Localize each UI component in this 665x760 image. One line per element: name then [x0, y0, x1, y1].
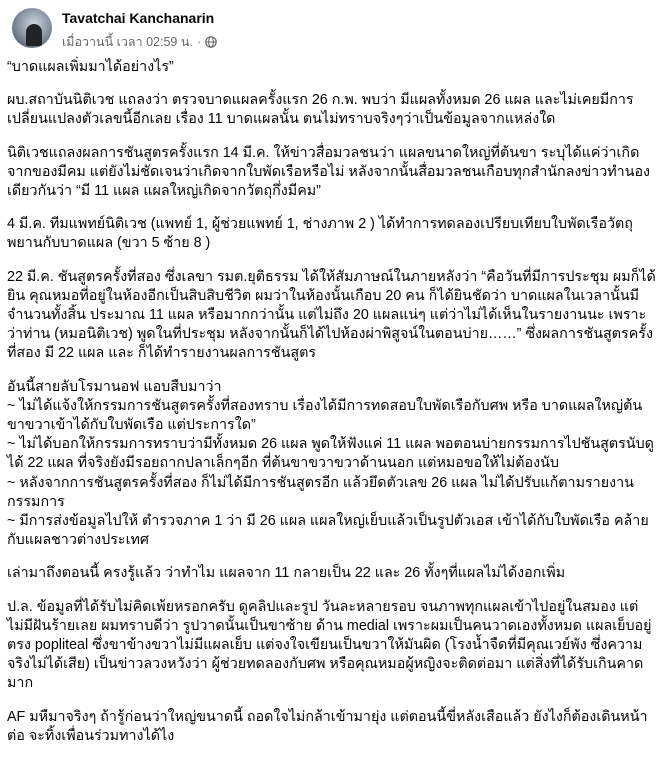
post-paragraph: 22 มี.ค. ชันสูตรครั้งที่สอง ซึ่งเลขา รมต.ยุติธรรม ได้ให้สัมภาษณ์ในภายหลังว่า “คือวันที่มีการประชุม ผมก็ได้ยิน คุณหมอที่อยู่ในห้องอีกเป็นสิบสิบชีวิต ผมว่าในห้องนั้นเกือบ 20 คน ก็ได้ยินชัดว่า บาดแผลในเวลานั้นมีจำนวนทั้งสิ้น ประมาณ 11 แผล หรือมากกว่านั้น แต่ไม่ถึง 20 แผลแน่ๆ แต่ว่าไม่ได้เห็นในรายงานนะ เพราะว่าท่าน (หมอนิติเวช) พูดในที่ประชุม หลังจากนั้นก็ได้ไปห้องผ่าพิสูจน์ในตอนบ่าย……” ซึ่งผลการชันสูตรครั้งที่สอง มี 22 แผล และ ก็ได้ทำรายงานผลการชันสูตร	[7, 268, 656, 362]
globe-icon[interactable]	[205, 36, 217, 48]
quote-item: ~ มีการส่งข้อมูลไปให้ ตำรวจภาค 1 ว่า มี 26 แผล แผลใหญ่เย็บแล้วเป็นรูปตัวเอส เข้าได้กับใบพัดเรือ คล้ายกับแผลชาวต่างประเทศ	[7, 513, 649, 549]
avatar[interactable]	[12, 8, 52, 48]
meta-separator: ·	[196, 35, 202, 49]
post-header	[12, 8, 652, 56]
author-name[interactable]: Tavatchai Kanchanarin	[62, 10, 215, 26]
quote-intro: อันนี้สายลับโรมานอฟ แอบสืบมาว่า	[7, 378, 222, 395]
quote-item: ~ ไม่ได้บอกให้กรรมการทราบว่ามีทั้งหมด 26 แผล พูดให้ฟังแค่ 11 แผล พอตอนบ่ายกรรมการไปชันสูตรนับดูได้ 22 แผล ที่จริงยังมีรอยถากปลาเล็กๆอีก ที่ต้นขาขวาขวาด้านนอก แต่หมอขอให้ไม่ต้องนับ	[7, 436, 654, 472]
post-body	[7, 58, 657, 760]
post-paragraph: AF มหืมาจริงๆ ถ้ารู้ก่อนว่าใหญ่ขนาดนี้ ถอดใจไม่กล้าเข้ามายุ่ง แต่ตอนนี้ขี่หลังเสือแล้ว ยังไงก็ต้องเดินหน้าต่อ จะทิ้งเพื่อนร่วมทางได้ไง	[7, 708, 648, 744]
quote-item: ~ ไม่ได้แจ้งให้กรรมการชันสูตรครั้งที่สองทราบ เรื่องได้มีการทดสอบใบพัดเรือกับศพ หรือ บาดแผลใหญ่ต้นขาขวาเข้าได้กับใบพัดเรือ แต่ประการใด”	[7, 397, 643, 434]
quote-block	[7, 378, 657, 551]
quote-item: ~ หลังจากการชันสูตรครั้งที่สอง ก็ไม่ได้มีการชันสูตรอีก แล้วยึดตัวเลข 26 แผล ไม่ได้ปรับแก้ตามรายงานกรรมการ	[7, 474, 634, 510]
post-paragraph: ผบ.สถาบันนิติเวช แถลงว่า ตรวจบาดแผลครั้งแรก 26 ก.พ. พบว่า มีแผลทั้งหมด 26 แผล และไม่เคยมีการเปลี่ยนแปลงตัวเลขนี้อีกเลย เรื่อง 11 บาดแผลนั้น ตนไม่ทราบจริงๆว่าเป็นข้อมูลจากแหล่งใด	[7, 92, 634, 128]
post-paragraph-title: “บาดแผลเพิ่มมาได้อย่างไร”	[7, 59, 174, 75]
post-timestamp[interactable]: เมื่อวานนี้ เวลา 02:59 น.	[62, 35, 193, 49]
post-paragraph: นิติเวชแถลงผลการชันสูตรครั้งแรก 14 มี.ค. ให้ข่าวสื่อมวลชนว่า แผลขนาดใหญ่ที่ต้นขา ระบุได้แค่ว่าเกิดจากของมีคม แต่ยังไม่ชัดเจนว่าเกิดจากใบพัดเรือหรือไม่ หลังจากนั้นสื่อมวลชนเกือบทุกสำนักลงข่าวทำนองเดียวกันว่า “มี 11 แผล แผลใหญ่เกิดจากวัตถุกึ่งมีคม”	[7, 144, 651, 200]
post-paragraph: เล่ามาถึงตอนนี้ ครงรู้แล้ว ว่าทำไม แผลจาก 11 กลายเป็น 22 และ 26 ทั้งๆที่แผลไม่ได้งอกเพิ่ม	[7, 565, 566, 582]
post-paragraph: 4 มี.ค. ทีมแพทย์นิติเวช (แพทย์ 1, ผู้ช่วยแพทย์ 1, ช่างภาพ 2 ) ได้ทำการทดลองเปรียบเทียบใบพัดเรือวัตถุพยานกับบาดแผล (ขวา 5 ซ้าย 8 )	[7, 216, 633, 252]
post-paragraph: ป.ล. ข้อมูลที่ได้รับไม่คิดเพ้ยหรอกครับ ดูคลิปและรูป วันละหลายรอบ จนภาพทุกแผลเข้าไปอยู่ในสมอง แต่ไม่มีฝันร้ายเลย ผมทราบดีว่า รูปวาดนั้นเป็นขาซ้าย ด้าน medial เพราะผมเป็นคนวาดเองทั้งหมด แผลเย็บอยู่ตรง popliteal ซึ่งขาข้างขวาไม่มีแผลเย็บ แต่จงใจเขียนเป็นขวาให้มันผิด (โรงน้ำจืดที่มีคุณเวย์พัง ซึ่งความจริงไม่ได้เสีย) เป็นข่าวลวงหวังว่า ผู้ช่วยทดลองกับศพ หรือคุณหมอผู้หญิงจะติดต่อมา แต่สิ่งที่ได้รับเกินคาดมาก	[7, 598, 652, 692]
post-meta	[62, 32, 217, 52]
